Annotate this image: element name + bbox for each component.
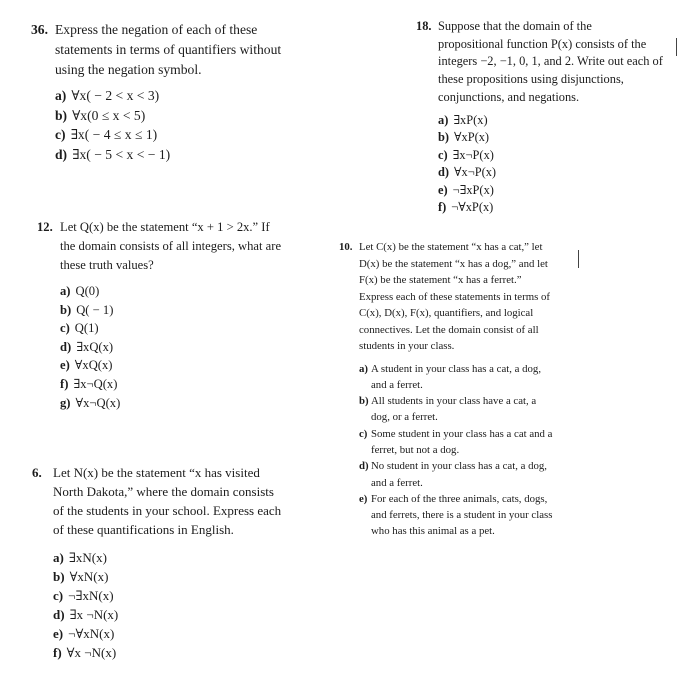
part-text: ∀x( − 2 < x < 3) xyxy=(71,88,160,103)
statement-line: using the negation symbol. xyxy=(55,62,202,77)
problem-6-statement xyxy=(32,463,322,539)
problem-number: 36. xyxy=(31,22,48,37)
part-text: ∀x(0 ≤ x < 5) xyxy=(72,107,146,123)
statement-line: of the students in your school. Express each xyxy=(53,503,282,518)
part-item xyxy=(53,586,322,605)
part-label: d) xyxy=(60,339,72,354)
part-item xyxy=(359,458,589,491)
part-item xyxy=(438,182,686,200)
statement-line: these truth values? xyxy=(60,258,154,272)
problem-36-parts xyxy=(31,86,321,164)
part-text: ∀x ¬N(x) xyxy=(66,645,117,660)
part-label: c) xyxy=(55,127,66,142)
part-item xyxy=(60,375,317,394)
problem-12-statement xyxy=(37,218,317,275)
statement-line: Let C(x) be the statement “x has a cat,” let xyxy=(359,241,543,253)
statement-line: statements in terms of quantifiers without xyxy=(55,42,282,57)
part-text: ∃x( − 5 < x < − 1) xyxy=(72,146,171,162)
statement-line: propositional function P(x) consists of the xyxy=(438,36,647,51)
problem-6-parts xyxy=(32,548,322,662)
part-label: b) xyxy=(53,569,65,584)
part-label: f) xyxy=(438,200,447,215)
part-label: a) xyxy=(60,284,71,298)
part-text: ∃x¬Q(x) xyxy=(73,376,118,391)
part-item xyxy=(53,624,322,643)
problem-10-parts xyxy=(339,361,589,540)
part-label: f) xyxy=(53,645,62,660)
part-label: f) xyxy=(60,376,69,391)
part-item xyxy=(60,394,317,413)
part-text: dog, or a ferret. xyxy=(371,411,438,424)
part-item xyxy=(60,282,317,301)
part-label: b) xyxy=(60,302,72,317)
part-item xyxy=(438,129,686,147)
problem-18-parts xyxy=(416,112,686,218)
part-label: b) xyxy=(438,130,450,145)
part-label: e) xyxy=(359,492,368,505)
part-item xyxy=(53,548,322,567)
part-text: Q( − 1) xyxy=(76,302,114,317)
part-text: ∃xQ(x) xyxy=(76,339,114,354)
statement-line: D(x) be the statement “x has a dog,” and let xyxy=(359,257,548,270)
part-item xyxy=(60,338,317,357)
part-item xyxy=(359,393,589,426)
part-label: d) xyxy=(53,607,65,622)
text-cursor xyxy=(578,250,579,268)
part-text: ∀xP(x) xyxy=(454,130,490,145)
part-item xyxy=(53,605,322,624)
statement-line: connectives. Let the domain consist of all xyxy=(359,323,539,336)
part-text: No student in your class has a cat, a dog, xyxy=(371,460,548,473)
part-label: e) xyxy=(60,358,70,373)
part-label: d) xyxy=(359,460,369,473)
part-item xyxy=(55,106,321,126)
statement-line: conjunctions, and negations. xyxy=(438,89,580,104)
part-text: ∀xQ(x) xyxy=(74,358,113,373)
part-label: b) xyxy=(55,107,68,123)
part-text: ∃x¬P(x) xyxy=(452,147,494,162)
problem-36 xyxy=(31,20,321,164)
problem-12-parts xyxy=(37,282,317,412)
part-label: a) xyxy=(53,550,64,565)
part-label: a) xyxy=(438,112,449,127)
part-item xyxy=(359,361,589,394)
part-label: e) xyxy=(53,626,64,641)
part-label: c) xyxy=(60,321,70,336)
statement-line: F(x) be the statement “x has a ferret.” xyxy=(359,274,522,286)
problem-number: 12. xyxy=(37,220,53,234)
part-label: d) xyxy=(55,146,68,162)
problem-10 xyxy=(339,239,589,540)
problem-number: 6. xyxy=(32,465,42,480)
problem-10-statement xyxy=(339,239,589,355)
part-item xyxy=(438,199,686,217)
part-label: c) xyxy=(438,147,448,162)
statement-line: Let N(x) be the statement “x has visited xyxy=(53,465,260,480)
statement-line: of these quantifications in English. xyxy=(53,522,234,537)
statement-line: students in your class. xyxy=(359,340,455,352)
part-item xyxy=(60,301,317,320)
part-text: For each of the three animals, cats, dogs, xyxy=(371,492,548,505)
problem-36-statement xyxy=(31,20,321,80)
part-item xyxy=(53,567,322,586)
part-item xyxy=(53,643,322,662)
part-item xyxy=(60,319,317,338)
part-label: c) xyxy=(53,588,64,603)
statement-line: North Dakota,” where the domain consists xyxy=(53,484,274,499)
part-text: ferret, but not a dog. xyxy=(371,443,460,456)
statement-line: the domain consists of all integers, what are xyxy=(60,239,282,253)
part-text: ∃x ¬N(x) xyxy=(69,607,119,622)
part-text: Q(0) xyxy=(75,284,100,298)
part-text: who has this animal as a pet. xyxy=(371,525,495,538)
part-label: a) xyxy=(359,362,368,375)
part-item xyxy=(55,125,321,145)
part-item xyxy=(359,426,589,459)
problem-number: 10. xyxy=(339,241,353,253)
problem-6 xyxy=(32,463,322,662)
part-text: ¬∀xP(x) xyxy=(451,200,494,215)
part-item xyxy=(55,145,321,165)
part-item xyxy=(438,164,686,182)
statement-line: these propositions using disjunctions, xyxy=(438,72,624,87)
part-text: and a ferret. xyxy=(371,378,423,391)
part-item xyxy=(438,147,686,165)
statement-line: Express each of these statements in terms of xyxy=(359,290,550,303)
part-label: b) xyxy=(359,395,369,408)
problem-12 xyxy=(37,218,317,412)
part-text: ∀x¬P(x) xyxy=(454,165,497,180)
problem-18 xyxy=(416,18,686,217)
part-item xyxy=(359,491,589,540)
statement-line: Suppose that the domain of the xyxy=(438,19,592,33)
part-text: ∀xN(x) xyxy=(69,569,109,584)
statement-line: Express the negation of each of these xyxy=(55,22,258,37)
part-text: ¬∃xP(x) xyxy=(452,182,494,197)
problem-number: 18. xyxy=(416,19,432,33)
part-label: c) xyxy=(359,427,368,440)
part-text: ∃xP(x) xyxy=(453,112,488,127)
part-text: ∃xN(x) xyxy=(68,550,107,565)
part-text: Q(1) xyxy=(74,321,99,336)
part-text: ∀x¬Q(x) xyxy=(75,395,121,410)
part-item xyxy=(60,356,317,375)
part-text: ¬∀xN(x) xyxy=(68,626,115,641)
problem-18-statement xyxy=(416,18,686,107)
statement-line: C(x), D(x), F(x), quantifiers, and logical xyxy=(359,307,534,319)
statement-line: Let Q(x) be the statement “x + 1 > 2x.” If xyxy=(60,220,270,234)
part-item xyxy=(438,112,686,130)
part-text: A student in your class has a cat, a dog, xyxy=(371,362,542,375)
part-label: g) xyxy=(60,395,71,410)
part-text: ¬∃xN(x) xyxy=(68,588,114,603)
statement-line: integers −2, −1, 0, 1, and 2. Write out each of xyxy=(438,54,663,69)
part-label: a) xyxy=(55,88,67,103)
part-label: e) xyxy=(438,182,448,197)
text-cursor xyxy=(676,38,677,56)
part-label: d) xyxy=(438,165,450,180)
part-item xyxy=(55,86,321,106)
part-text: Some student in your class has a cat and a xyxy=(371,427,553,440)
part-text: and ferrets, there is a student in your class xyxy=(371,509,553,522)
part-text: ∃x( − 4 ≤ x ≤ 1) xyxy=(70,127,158,142)
part-text: All students in your class have a cat, a xyxy=(371,395,537,408)
part-text: and a ferret. xyxy=(371,476,423,489)
